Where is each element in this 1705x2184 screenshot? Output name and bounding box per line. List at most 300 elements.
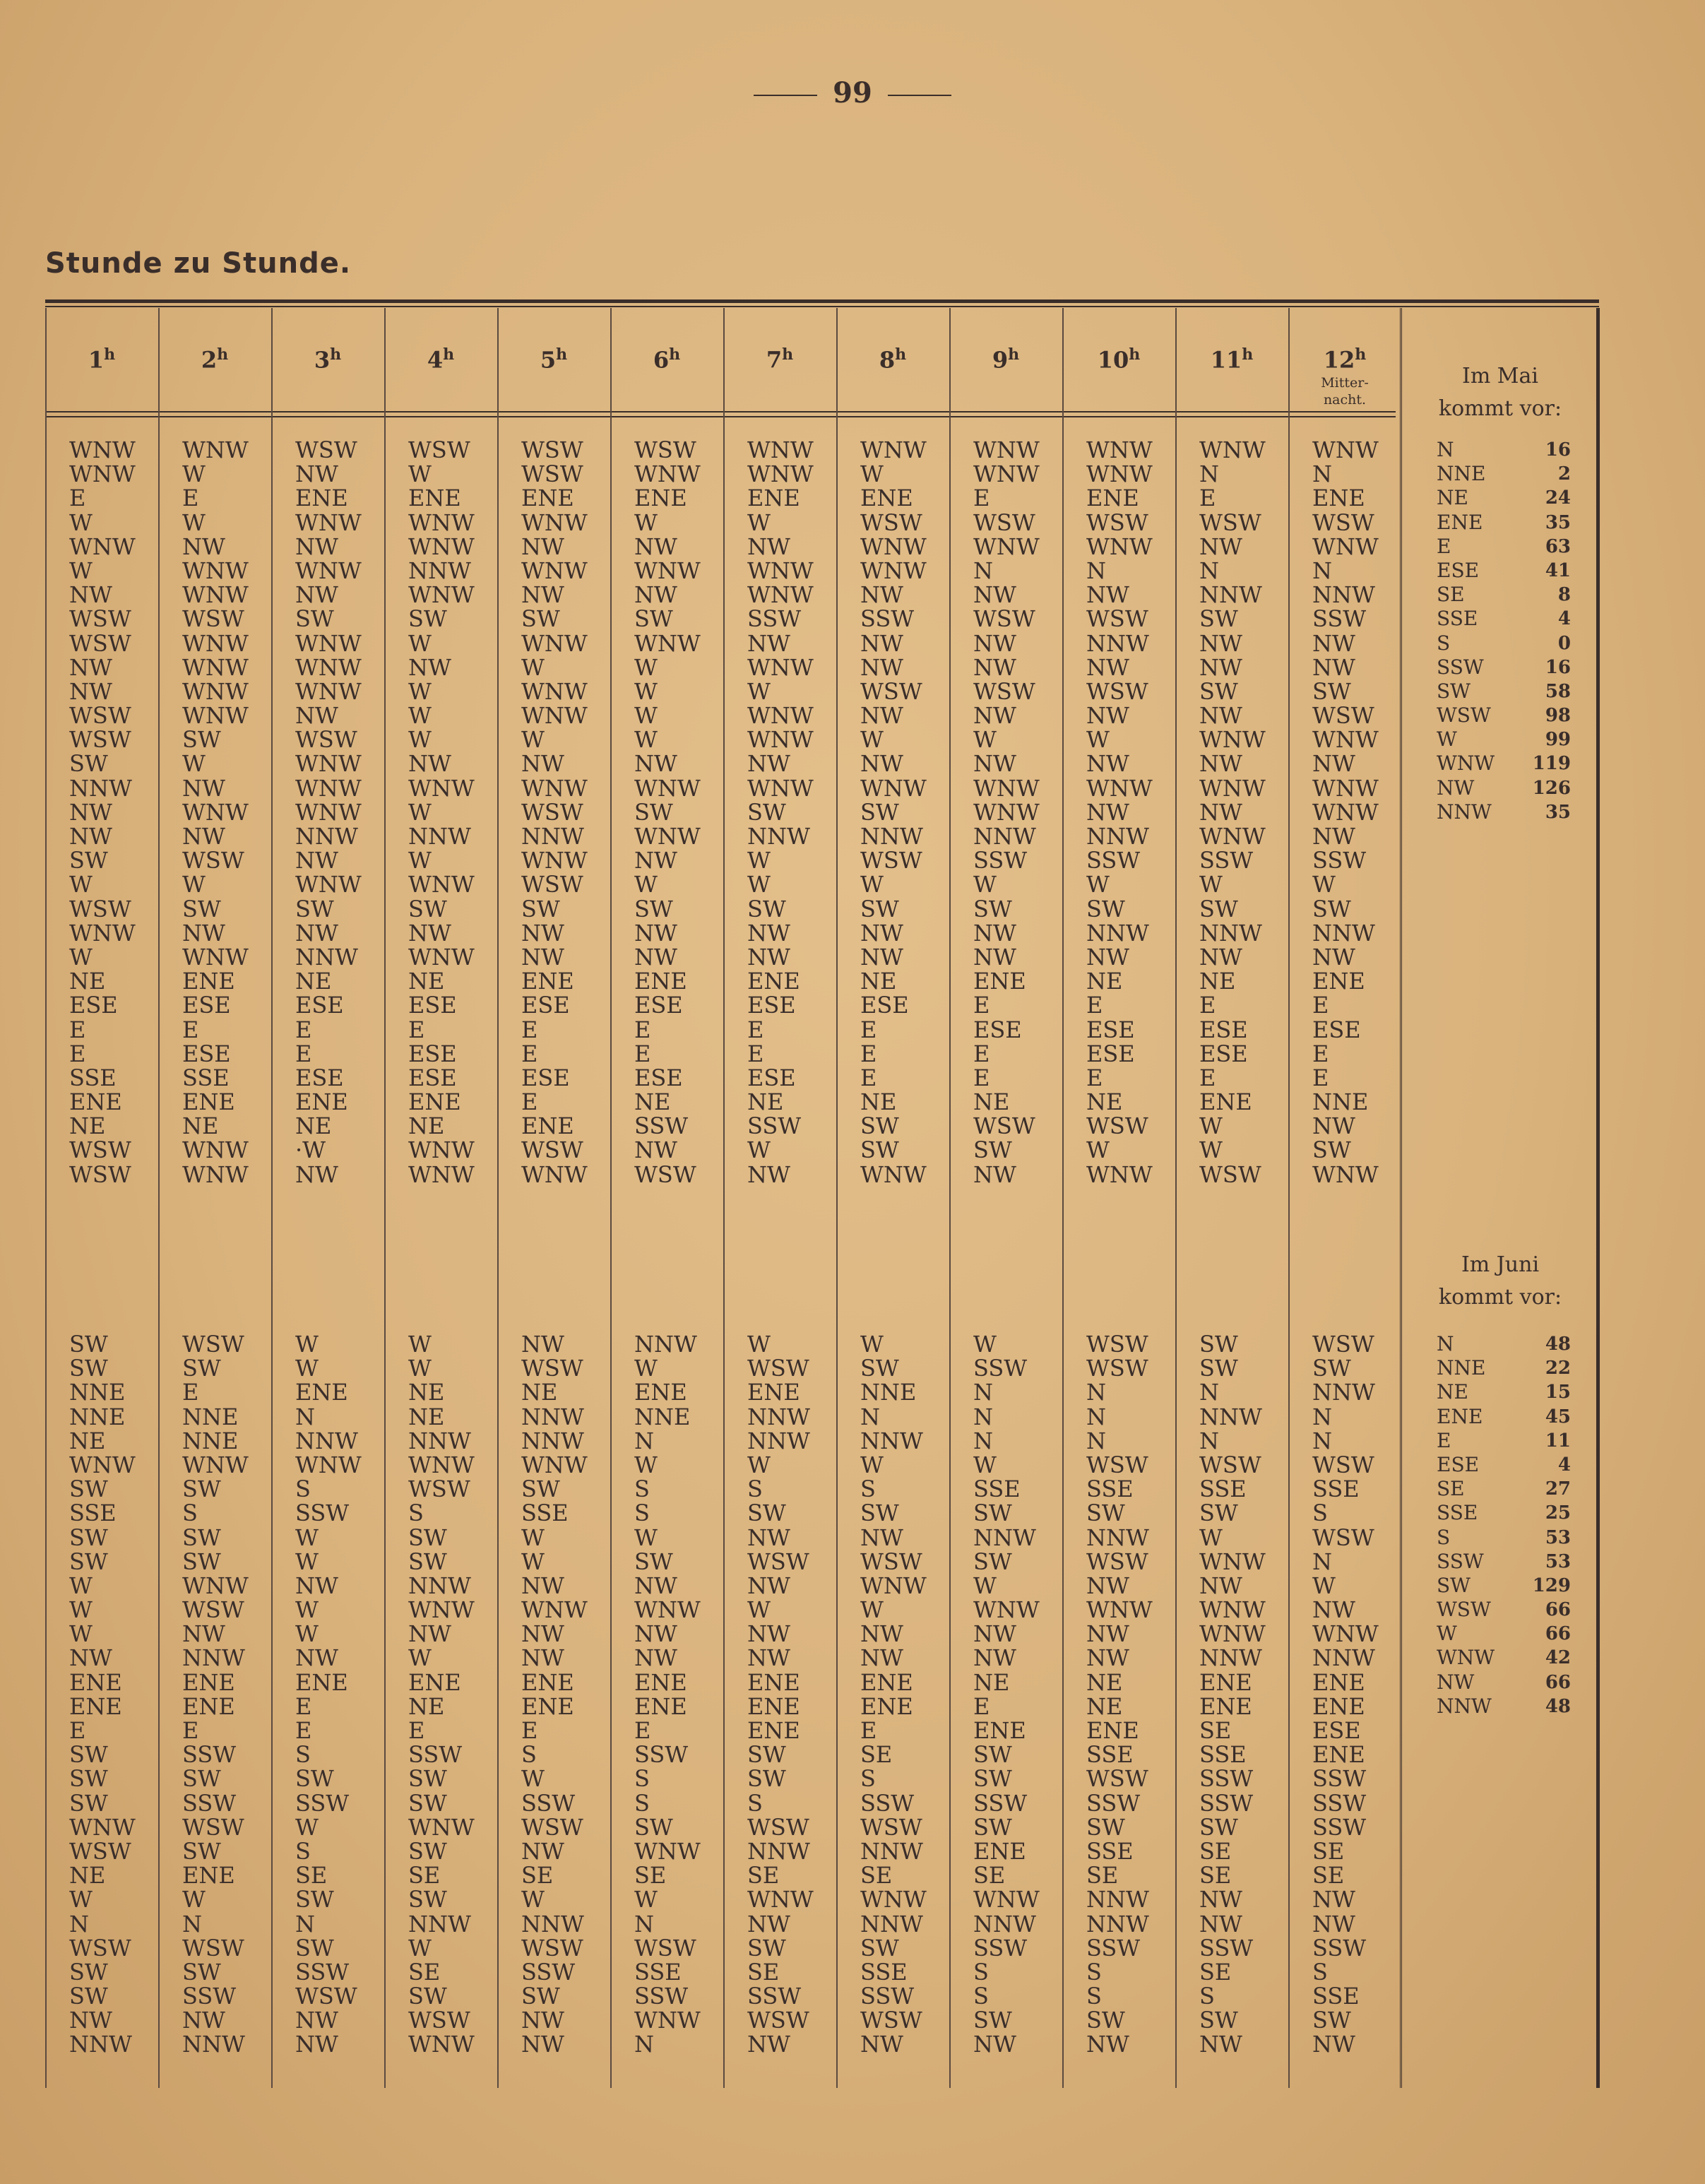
wind-direction-cell: WSW <box>69 605 131 633</box>
wind-direction-cell: SW <box>1086 1813 1125 1841</box>
count-row <box>1437 1550 1571 1574</box>
count-row <box>1437 511 1571 535</box>
wind-direction-cell: WNW <box>521 1596 588 1624</box>
wind-direction-cell: SSW <box>860 1789 915 1817</box>
wind-direction-cell: NW <box>1199 533 1242 560</box>
wind-direction-cell: SW <box>634 605 673 633</box>
wind-direction-cell: WSW <box>1086 1765 1148 1793</box>
wind-direction-cell: WNW <box>295 798 362 826</box>
count-row <box>1437 486 1571 510</box>
wind-direction-cell: SW <box>860 1355 899 1382</box>
wind-direction-cell: WNW <box>182 943 249 971</box>
wind-direction-cell: WSW <box>295 437 357 463</box>
wind-direction-cell: NW <box>1199 798 1242 826</box>
wind-direction-cell: ENE <box>634 968 687 995</box>
wind-direction-cell: NNW <box>69 2031 132 2058</box>
wind-direction-cell: WSW <box>182 1934 244 1962</box>
wind-direction-cell: NNW <box>860 823 923 850</box>
wind-direction-cell: NW <box>295 533 338 560</box>
june-hour-column <box>1062 1332 1174 2057</box>
count-value: 66 <box>1545 1623 1571 1645</box>
wind-direction-cell: WSW <box>1199 1161 1261 1188</box>
wind-direction-cell: E <box>973 485 990 512</box>
wind-direction-cell: NNE <box>1312 1088 1369 1116</box>
wind-direction-cell: NW <box>295 919 338 946</box>
hour-header-7 <box>724 345 836 374</box>
wind-direction-cell: W <box>860 1596 884 1624</box>
wind-direction-cell: SW <box>182 1524 221 1551</box>
midnight-label: Mitter- <box>1321 374 1369 391</box>
june-hour-column <box>723 1332 835 2057</box>
wind-direction-cell: WNW <box>1086 533 1153 560</box>
wind-direction-cell: ESE <box>1199 1016 1248 1043</box>
wind-direction-cell: E <box>521 1717 538 1744</box>
wind-direction-cell: SW <box>69 1765 108 1793</box>
wind-direction-cell: NNW <box>1199 919 1262 946</box>
wind-direction-cell: WNW <box>1312 437 1379 463</box>
wind-direction-cell: NW <box>747 1524 790 1551</box>
wind-direction-cell: SSW <box>860 1983 915 2010</box>
wind-direction-cell: E <box>1086 992 1103 1019</box>
wind-direction-cell: NW <box>1312 2031 1355 2058</box>
wind-direction-cell: WSW <box>521 871 583 898</box>
wind-direction-cell: SW <box>973 1813 1012 1841</box>
count-value: 119 <box>1532 753 1571 775</box>
wind-direction-cell: NW <box>295 702 338 730</box>
wind-direction-cell: N <box>69 1910 89 1937</box>
wind-direction-cell: WNW <box>295 1451 362 1478</box>
wind-direction-cell: NE <box>973 1668 1010 1696</box>
wind-direction-cell: WSW <box>69 1934 131 1962</box>
count-value: 8 <box>1557 584 1571 606</box>
wind-direction-cell: ESE <box>295 992 344 1019</box>
wind-direction-cell: NW <box>182 1620 225 1648</box>
wind-direction-cell: W <box>747 847 771 874</box>
wind-direction-cell: SW <box>69 1958 108 1986</box>
count-direction: E <box>1437 534 1451 558</box>
wind-direction-cell: W <box>1086 871 1110 898</box>
wind-direction-cell: W <box>634 677 658 705</box>
wind-direction-cell: SW <box>182 895 221 922</box>
wind-direction-cell: NNW <box>1086 1910 1149 1937</box>
wind-direction-cell: N <box>1086 1379 1106 1406</box>
wind-direction-cell: NW <box>69 677 112 705</box>
count-value: 2 <box>1557 463 1571 485</box>
count-row <box>1437 1356 1571 1380</box>
wind-direction-cell: WNW <box>408 1136 475 1164</box>
wind-direction-cell: N <box>634 2031 654 2058</box>
wind-direction-cell: NW <box>1086 1644 1129 1672</box>
wind-direction-cell: SSW <box>973 1934 1028 1962</box>
wind-direction-cell: ESE <box>1086 1040 1135 1067</box>
wind-direction-cell: NE <box>408 1112 445 1140</box>
wind-direction-cell: NE <box>408 968 445 995</box>
wind-direction-cell: WSW <box>973 509 1035 536</box>
wind-direction-cell: WSW <box>860 2007 922 2034</box>
wind-direction-cell: SW <box>973 1136 1012 1164</box>
wind-direction-cell: SW <box>1199 605 1238 633</box>
wind-direction-cell: NE <box>860 1088 897 1116</box>
wind-direction-cell: W <box>1086 1136 1110 1164</box>
wind-direction-cell: NE <box>521 1379 558 1406</box>
count-direction: N <box>1437 438 1454 461</box>
wind-direction-cell: ENE <box>295 1379 348 1406</box>
midnight-label: nacht. <box>1323 391 1367 408</box>
wind-direction-cell: SE <box>634 1862 667 1889</box>
wind-direction-cell: SW <box>295 895 334 922</box>
count-row <box>1437 800 1571 824</box>
wind-direction-cell: W <box>860 726 884 754</box>
wind-direction-cell: SW <box>69 1789 108 1817</box>
wind-direction-cell: NNW <box>634 1331 697 1358</box>
wind-direction-cell: ENE <box>182 1668 235 1696</box>
wind-direction-cell: ENE <box>521 968 574 995</box>
wind-direction-cell: NNW <box>747 1837 810 1865</box>
may-hour-column <box>949 438 1061 1187</box>
wind-direction-cell: SSW <box>973 1789 1028 1817</box>
wind-direction-cell: WNW <box>1199 774 1266 802</box>
wind-direction-cell: NNE <box>634 1403 691 1430</box>
wind-direction-cell: WSW <box>973 605 1035 633</box>
wind-direction-cell: NW <box>521 1620 564 1648</box>
wind-direction-cell: SW <box>1086 1500 1125 1527</box>
wind-direction-cell: SW <box>69 1983 108 2010</box>
wind-direction-cell: SW <box>1086 2007 1125 2034</box>
wind-direction-cell: NW <box>860 581 903 609</box>
hour-number: 2 <box>201 346 218 374</box>
wind-direction-cell: WSW <box>973 1112 1035 1140</box>
wind-direction-cell: SSE <box>1086 1837 1134 1865</box>
wind-direction-cell: WNW <box>747 437 814 463</box>
wind-direction-cell: W <box>1199 1524 1223 1551</box>
wind-direction-cell: NE <box>69 968 106 995</box>
wind-direction-cell: SSW <box>860 605 915 633</box>
wind-direction-cell: NW <box>1086 1620 1129 1648</box>
wind-direction-cell: S <box>973 1958 989 1986</box>
wind-direction-cell: W <box>521 1886 545 1913</box>
wind-direction-cell: N <box>1312 461 1332 488</box>
wind-direction-cell: WNW <box>973 1886 1040 1913</box>
wind-direction-cell: E <box>634 1717 651 1744</box>
hour-suffix: h <box>1355 345 1367 364</box>
wind-direction-cell: WSW <box>1199 1451 1261 1478</box>
wind-direction-cell: SSW <box>1086 847 1141 874</box>
count-row <box>1437 1526 1571 1550</box>
wind-direction-cell: WSW <box>69 726 131 754</box>
wind-direction-cell: WSW <box>69 629 131 657</box>
wind-direction-cell: SW <box>747 1500 786 1527</box>
may-hour-column <box>836 438 948 1187</box>
wind-direction-cell: SW <box>973 1548 1012 1575</box>
wind-direction-cell: SW <box>408 1765 447 1793</box>
wind-direction-cell: WNW <box>1086 774 1153 802</box>
wind-direction-cell: ENE <box>182 1862 235 1889</box>
wind-direction-cell: NW <box>1199 1572 1242 1599</box>
wind-direction-cell: NW <box>1312 1596 1355 1624</box>
wind-direction-cell: SSW <box>1312 605 1367 633</box>
count-row <box>1437 438 1571 462</box>
wind-direction-cell: NW <box>295 2007 338 2034</box>
wind-direction-cell: SE <box>747 1958 780 1986</box>
wind-direction-cell: S <box>1086 1958 1102 1986</box>
wind-direction-cell: SSW <box>1312 1765 1367 1793</box>
wind-direction-cell: ENE <box>521 1668 574 1696</box>
wind-direction-cell: W <box>521 726 545 754</box>
june-direction-counts <box>1437 1332 1571 1719</box>
wind-direction-cell: WSW <box>1312 702 1374 730</box>
wind-direction-cell: WNW <box>1199 1620 1266 1648</box>
wind-direction-cell: SW <box>69 1741 108 1769</box>
wind-direction-cell: NNW <box>1312 1379 1375 1406</box>
wind-direction-cell: W <box>1312 1572 1336 1599</box>
wind-direction-cell: NNW <box>1086 823 1149 850</box>
wind-direction-cell: SW <box>634 895 673 922</box>
wind-direction-cell: E <box>634 1016 651 1043</box>
wind-direction-cell: SSE <box>69 1500 117 1527</box>
wind-direction-cell: N <box>1086 1403 1106 1430</box>
wind-direction-cell: WNW <box>1199 726 1266 754</box>
wind-direction-cell: E <box>408 1016 425 1043</box>
count-row <box>1437 535 1571 559</box>
wind-direction-cell: ·W <box>295 1136 326 1164</box>
count-value: 53 <box>1545 1526 1571 1548</box>
wind-direction-cell: SSE <box>1312 1983 1360 2010</box>
wind-direction-cell: SW <box>69 1524 108 1551</box>
wind-direction-cell: WSW <box>860 677 922 705</box>
wind-direction-cell: SE <box>1199 1837 1232 1865</box>
hour-number: 7 <box>766 346 783 374</box>
wind-direction-cell: WNW <box>521 629 588 657</box>
wind-direction-cell: WSW <box>182 1596 244 1624</box>
wind-direction-cell: NNW <box>747 823 810 850</box>
wind-direction-cell: ESE <box>1312 1016 1361 1043</box>
wind-direction-cell: W <box>408 726 432 754</box>
wind-direction-cell: SW <box>634 1548 673 1575</box>
wind-direction-cell: NNW <box>1086 629 1149 657</box>
wind-direction-cell: W <box>860 1331 884 1358</box>
wind-direction-cell: NW <box>182 823 225 850</box>
count-direction: ENE <box>1437 1404 1483 1428</box>
wind-direction-cell: WSW <box>69 702 131 730</box>
hour-header-11 <box>1176 345 1288 374</box>
wind-direction-cell: S <box>1086 1983 1102 2010</box>
wind-direction-cell: WNW <box>860 437 927 463</box>
wind-direction-cell: E <box>182 1717 199 1744</box>
wind-direction-cell: NW <box>521 943 564 971</box>
wind-direction-cell: W <box>69 509 93 536</box>
wind-direction-cell: SSE <box>634 1958 682 1986</box>
wind-direction-cell: NW <box>521 1837 564 1865</box>
table-top-rule <box>45 299 1599 303</box>
wind-direction-cell: WSW <box>747 1355 809 1382</box>
wind-direction-cell: ENE <box>1086 1717 1139 1744</box>
wind-direction-cell: ENE <box>747 485 800 512</box>
wind-direction-cell: N <box>1086 557 1106 584</box>
count-value: 63 <box>1545 535 1571 557</box>
wind-direction-cell: WNW <box>634 823 701 850</box>
wind-direction-cell: NNW <box>69 774 132 802</box>
wind-direction-cell: E <box>1199 485 1216 512</box>
wind-direction-cell: ESE <box>182 1040 231 1067</box>
wind-direction-cell: NW <box>634 533 677 560</box>
wind-direction-cell: ESE <box>408 1040 457 1067</box>
wind-direction-cell: NW <box>747 1910 790 1937</box>
wind-direction-cell: NW <box>747 750 790 778</box>
wind-direction-cell: E <box>860 1040 877 1067</box>
wind-direction-cell: SW <box>182 1476 221 1503</box>
count-direction: ESE <box>1437 558 1480 582</box>
may-hour-column <box>497 438 609 1187</box>
count-value: 66 <box>1545 1671 1571 1693</box>
june-summary-subtitle: kommt vor: <box>1438 1285 1562 1310</box>
wind-direction-cell: SE <box>408 1862 441 1889</box>
wind-direction-cell: SE <box>295 1862 328 1889</box>
wind-direction-cell: W <box>973 1451 997 1478</box>
wind-direction-cell: NW <box>408 750 451 778</box>
wind-direction-cell: WNW <box>1086 461 1153 488</box>
hour-header-12 <box>1289 345 1401 408</box>
wind-direction-cell: NNW <box>1086 1886 1149 1913</box>
wind-direction-cell: E <box>1312 992 1329 1019</box>
wind-direction-cell: NW <box>1312 653 1355 681</box>
wind-direction-cell: ENE <box>1199 1692 1252 1720</box>
wind-direction-cell: WNW <box>69 437 136 463</box>
wind-direction-cell: WSW <box>1086 1548 1148 1575</box>
hour-header-10 <box>1063 345 1175 374</box>
wind-direction-cell: WSW <box>1086 1355 1148 1382</box>
wind-direction-cell: SSE <box>1312 1476 1360 1503</box>
wind-direction-cell: WNW <box>408 774 475 802</box>
wind-direction-cell: NW <box>973 581 1016 609</box>
hour-number: 9 <box>992 346 1009 374</box>
wind-direction-cell: WNW <box>973 437 1040 463</box>
wind-direction-cell: WSW <box>634 1161 696 1188</box>
wind-direction-cell: NW <box>973 2031 1016 2058</box>
wind-direction-cell: NW <box>1199 629 1242 657</box>
wind-direction-cell: WNW <box>1086 1161 1153 1188</box>
wind-direction-cell: ENE <box>747 1379 800 1406</box>
wind-direction-cell: NNW <box>521 823 584 850</box>
wind-direction-cell: N <box>182 1910 202 1937</box>
wind-direction-cell: W <box>408 1934 432 1962</box>
wind-direction-cell: NW <box>1086 750 1129 778</box>
wind-direction-cell: E <box>634 1040 651 1067</box>
hour-number: 3 <box>314 346 331 374</box>
wind-direction-cell: SW <box>860 1934 899 1962</box>
wind-direction-cell: E <box>521 1088 538 1116</box>
wind-direction-cell: NW <box>295 1644 338 1672</box>
wind-direction-cell: NW <box>521 750 564 778</box>
wind-direction-cell: N <box>1199 1427 1219 1454</box>
wind-direction-cell: SSW <box>1199 1765 1254 1793</box>
wind-direction-cell: ENE <box>521 1112 574 1140</box>
may-hour-column <box>384 438 496 1187</box>
wind-direction-cell: NNE <box>69 1379 126 1406</box>
wind-direction-cell: ENE <box>69 1088 122 1116</box>
wind-direction-cell: NW <box>973 653 1016 681</box>
wind-direction-cell: WNW <box>634 774 701 802</box>
wind-direction-cell: NW <box>860 629 903 657</box>
wind-direction-cell: NW <box>295 847 338 874</box>
count-value: 35 <box>1545 511 1571 533</box>
june-summary-header <box>1405 1249 1596 1314</box>
wind-direction-cell: SW <box>295 1886 334 1913</box>
may-direction-counts <box>1437 438 1571 824</box>
wind-direction-cell: WNW <box>182 1572 249 1599</box>
wind-direction-cell: WSW <box>1086 677 1148 705</box>
wind-direction-cell: NW <box>1086 1572 1129 1599</box>
may-summary-header <box>1405 360 1596 425</box>
june-summary-title: Im Juni <box>1461 1252 1540 1277</box>
wind-direction-cell: SSW <box>408 1741 463 1769</box>
wind-direction-cell: W <box>634 1355 658 1382</box>
wind-direction-cell: WNW <box>295 677 362 705</box>
wind-direction-cell: NE <box>747 1088 784 1116</box>
wind-direction-cell: WNW <box>860 774 927 802</box>
wind-direction-cell: WNW <box>860 533 927 560</box>
count-value: 41 <box>1545 559 1571 581</box>
wind-direction-cell: SW <box>408 1886 447 1913</box>
header-rule <box>45 411 1396 413</box>
wind-direction-cell: NE <box>860 968 897 995</box>
wind-direction-cell: SW <box>182 726 221 754</box>
may-hour-column <box>158 438 270 1187</box>
wind-direction-cell: NNW <box>521 1403 584 1430</box>
wind-direction-cell: WNW <box>408 2031 475 2058</box>
wind-direction-cell: NW <box>1312 629 1355 657</box>
wind-direction-cell: SW <box>69 750 108 778</box>
wind-direction-cell: WNW <box>295 557 362 584</box>
wind-direction-cell: W <box>747 871 771 898</box>
wind-direction-cell: E <box>747 1040 764 1067</box>
wind-direction-cell: SW <box>1199 1500 1238 1527</box>
wind-direction-cell: NW <box>182 919 225 946</box>
may-hour-column <box>723 438 835 1187</box>
wind-direction-cell: WNW <box>973 798 1040 826</box>
wind-direction-cell: WNW <box>182 629 249 657</box>
wind-direction-cell: NW <box>860 2031 903 2058</box>
wind-direction-cell: WSW <box>69 1161 131 1188</box>
wind-direction-cell: SW <box>182 1958 221 1986</box>
wind-direction-cell: SW <box>295 1934 334 1962</box>
wind-direction-cell: ESE <box>747 1064 796 1091</box>
wind-direction-cell: WNW <box>973 533 1040 560</box>
wind-direction-cell: NW <box>1312 750 1355 778</box>
wind-direction-cell: SW <box>1199 2007 1238 2034</box>
count-direction: E <box>1437 1428 1451 1452</box>
wind-direction-cell: W <box>1199 1136 1223 1164</box>
wind-direction-cell: SSW <box>747 605 802 633</box>
wind-direction-cell: WNW <box>182 1451 249 1478</box>
wind-direction-cell: WNW <box>1086 437 1153 463</box>
count-direction: WNW <box>1437 752 1495 776</box>
wind-direction-cell: NW <box>973 1620 1016 1648</box>
count-value: 129 <box>1532 1574 1571 1596</box>
wind-direction-cell: WNW <box>1199 1596 1266 1624</box>
wind-direction-cell: ESE <box>634 992 683 1019</box>
wind-direction-cell: E <box>973 992 990 1019</box>
count-value: 58 <box>1545 680 1571 702</box>
wind-direction-cell: SW <box>1199 1331 1238 1358</box>
count-direction: NNE <box>1437 462 1486 486</box>
wind-direction-cell: SSW <box>295 1958 350 1986</box>
wind-direction-cell: WSW <box>634 1934 696 1962</box>
wind-direction-cell: WSW <box>521 1934 583 1962</box>
wind-direction-cell: NW <box>1312 1910 1355 1937</box>
may-hour-column <box>271 438 383 1187</box>
hour-number: 8 <box>879 346 896 374</box>
wind-direction-cell: WSW <box>295 726 357 754</box>
